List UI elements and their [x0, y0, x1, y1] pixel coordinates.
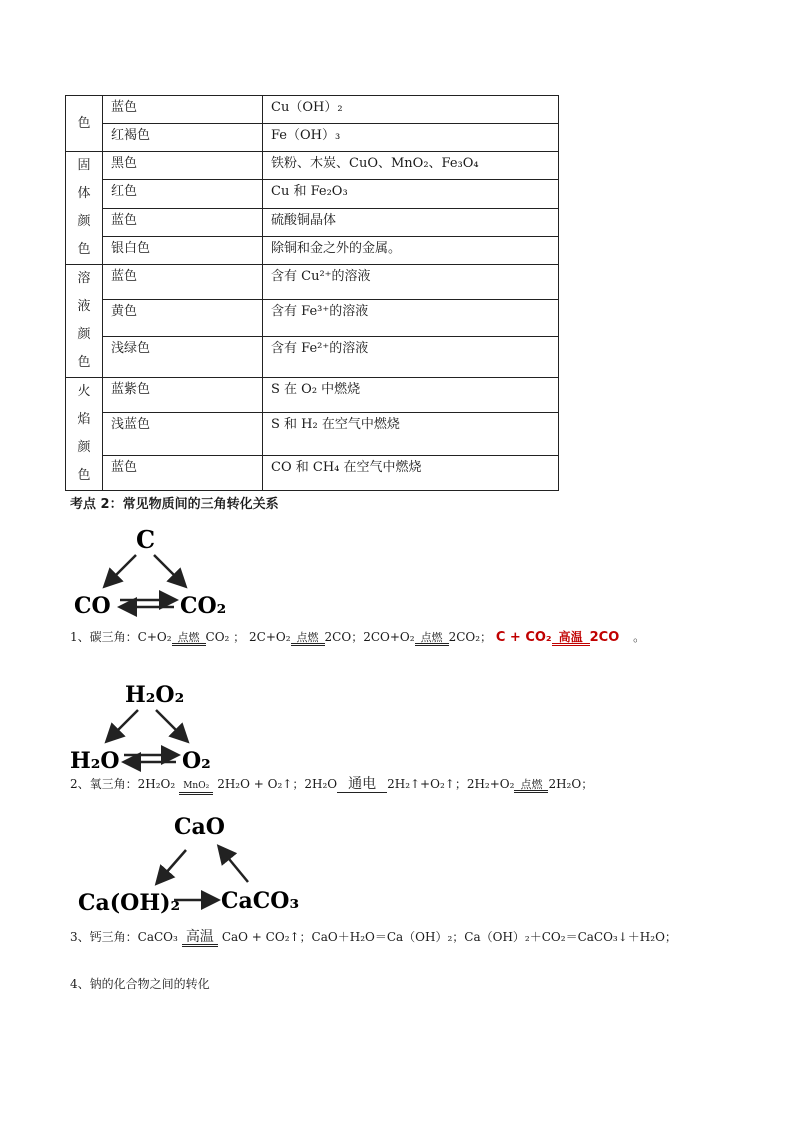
color-cell: 蓝色: [103, 208, 263, 236]
calcium-top-label: CaO: [174, 814, 225, 840]
table-row: [66, 236, 559, 264]
substance-cell: 含有 Fe³⁺的溶液: [263, 299, 559, 336]
color-cell: 浅蓝色: [103, 412, 263, 455]
oxygen-triangle-diagram: [70, 678, 230, 774]
substance-cell: CO 和 CH₄ 在空气中燃烧: [263, 456, 559, 491]
substance-cell: S 和 H₂ 在空气中燃烧: [263, 412, 559, 455]
table-row: [66, 299, 559, 336]
table-row: [66, 378, 559, 413]
category-cell: 固 体 颜 色: [66, 152, 103, 265]
oxygen-left-label: H₂O: [70, 748, 120, 774]
table-row: [66, 265, 559, 300]
calcium-equations: 3、钙三角：CaCO₃ 高温 CaO + CO₂↑；CaO＋H₂O＝Ca（OH）₂；Ca（OH）₂＋CO₂＝CaCO₃↓＋H₂O；: [70, 929, 677, 945]
calcium-triangle-diagram: [76, 810, 301, 918]
calcium-left-label: Ca(OH)₂: [78, 890, 181, 916]
category-cell: 溶 液 颜 色: [66, 265, 103, 378]
calcium-arrow-up-right: [220, 848, 248, 882]
table-row: [66, 412, 559, 455]
carbon-arrow-left: [106, 555, 136, 585]
carbon-left-label: CO: [74, 593, 111, 619]
color-cell: 红色: [103, 180, 263, 208]
color-cell: 红褐色: [103, 124, 263, 152]
table-row: [66, 152, 559, 180]
category-cell: 火 焰 颜 色: [66, 378, 103, 491]
table-row: [66, 336, 559, 377]
carbon-equations: 1、碳三角：C+O₂ 点燃 CO₂ ； 2C+O₂ 点燃 2CO；2CO+O₂ 点燃 2CO₂； C + CO₂ 高温 2CO 。: [70, 630, 646, 645]
substance-cell: Cu（OH）₂: [263, 96, 559, 124]
substance-cell: 含有 Fe²⁺的溶液: [263, 336, 559, 377]
calcium-right-label: CaCO₃: [221, 888, 300, 914]
table-row: [66, 124, 559, 152]
category-cell: 色: [66, 96, 103, 152]
table-row: [66, 456, 559, 491]
table-row: [66, 208, 559, 236]
substance-cell: 硫酸铜晶体: [263, 208, 559, 236]
oxygen-right-label: O₂: [182, 748, 211, 774]
substance-cell: Fe（OH）₃: [263, 124, 559, 152]
color-cell: 蓝色: [103, 265, 263, 300]
substance-cell: 含有 Cu²⁺的溶液: [263, 265, 559, 300]
oxygen-arrow-left: [108, 710, 138, 740]
color-cell: 蓝紫色: [103, 378, 263, 413]
oxygen-top-label: H₂O₂: [125, 682, 185, 708]
substance-cell: S 在 O₂ 中燃烧: [263, 378, 559, 413]
carbon-right-label: CO₂: [180, 593, 227, 619]
substance-cell: 除铜和金之外的金属。: [263, 236, 559, 264]
oxygen-equations: 2、氧三角：2H₂O₂ MnO₂ 2H₂O + O₂↑；2H₂O 通电 2H₂↑+O₂↑；2H₂+O₂ 点燃 2H₂O；: [70, 775, 593, 795]
carbon-triangle-diagram: [72, 525, 232, 620]
color-cell: 蓝色: [103, 456, 263, 491]
color-table: [65, 95, 559, 491]
oxygen-arrow-right: [156, 710, 186, 740]
substance-cell: Cu 和 Fe₂O₃: [263, 180, 559, 208]
sodium-heading: 4、钠的化合物之间的转化: [70, 977, 210, 991]
table-row: [66, 96, 559, 124]
color-cell: 浅绿色: [103, 336, 263, 377]
color-cell: 黑色: [103, 152, 263, 180]
carbon-arrow-right: [154, 555, 184, 585]
substance-cell: 铁粉、木炭、CuO、MnO₂、Fe₃O₄: [263, 152, 559, 180]
calcium-arrow-down-left: [158, 850, 186, 882]
section-heading: 考点 2：常见物质间的三角转化关系: [70, 497, 279, 512]
carbon-top-label: C: [136, 525, 156, 554]
color-cell: 银白色: [103, 236, 263, 264]
table-row: [66, 180, 559, 208]
color-cell: 蓝色: [103, 96, 263, 124]
color-cell: 黄色: [103, 299, 263, 336]
